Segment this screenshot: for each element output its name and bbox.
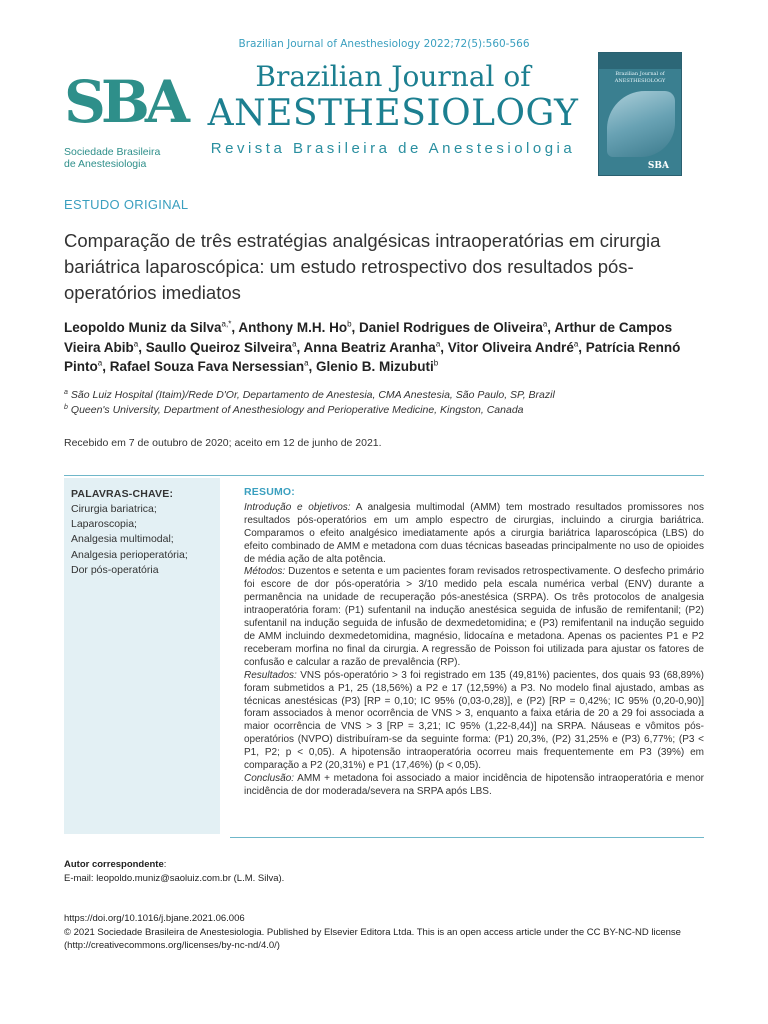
sba-logo [64, 66, 185, 174]
author[interactable]: Patrícia Rennó Pinto$^a$ [64, 339, 681, 374]
journal-title-line2: ANESTHESIOLOGY [207, 93, 579, 134]
journal-subtitle: Revista Brasileira de Anestesiologia [210, 140, 576, 157]
divider-bottom [230, 837, 704, 838]
cover-illustration [607, 91, 675, 157]
keyword-item: Dor pós-operatória [71, 563, 159, 576]
logo-letters: SBA [64, 68, 185, 136]
keywords-title: PALAVRAS-CHAVE: [71, 488, 174, 500]
journal-cover-thumbnail[interactable] [598, 52, 682, 176]
author[interactable]: Rafael Souza Fava Nersessian$^a$ [109, 358, 309, 374]
corresponding-email[interactable]: E-mail: leopoldo.muniz@saoluiz.com.br (L.M. Silva). [64, 873, 285, 884]
masthead [64, 58, 704, 182]
cover-top-band [599, 53, 681, 69]
abstract-methods: Métodos: Duzentos e setenta e um pacientes foram revisados retrospectivamente. O desfecho primário foi escore de dor pós-operatória > 3/10 medido pela escala numérica verbal (ENV) durante a permanência na unidade de recuperação pós-anestésica (SRPA). Os três protocolos de analgesia intraoperatória foram: (P1) sufentanil na indução anestésica seguida de infusão de remifentanil; (P2) sufentanil na indução seguida de infusão de dexmedetomidina; e (P3) remifentanil na indução seguido de AMM incluindo dexmedetomidina, magnésio, lidocaína e metadona. Apenas os pacientes P1 e P2 receberam morfina no final da cirurgia. A regressão de Poisson foi utilizada para ajustar os fatores de confusão e calcular a razão de prevalência (RP). [244, 566, 705, 668]
doi-link[interactable]: https://doi.org/10.1016/j.bjane.2021.06.006 [64, 913, 245, 924]
keyword-item: Cirurgia bariatrica; [71, 503, 157, 515]
cover-title [599, 71, 681, 85]
received-dates: Recebido em 7 de outubro de 2020; aceito em 12 de junho de 2021. [64, 437, 382, 449]
article-footer [64, 912, 714, 953]
affiliation-b: $^b$ Queen's University, Department of Anesthesiology and Perioperative Medicine, Kingston, Canada [64, 403, 524, 416]
author[interactable]: Leopoldo Muniz da Silva$^{a,*}$ [64, 319, 232, 335]
abstract-results: Resultados: VNS pós-operatório > 3 foi registrado em 135 (49,81%) pacientes, dos quais 93 (68,89%) foram submetidos a P1, 25 (18,56%) a P2 e 17 (12,59%) a P3. No modelo final ajustado, ambas as técnicas anestésicas (P3) [RP = 0,10; IC 95% (0,03-0,28)], e (P2) [RP = 0,42%; IC 95% (0,20-0,90)] foram associados à menor ocorrência de VNS > 3, enquanto a faixa etária de 20 a 29 foi associada a maior ocorrência de VNS > 3 [RP = 3,21; IC 95% (1,22-8,44)] na SRPA. Náuseas e vômitos pós-operatórios (NVPO) distribuíram-se da seguinte forma: (P1) 20,3%, (P2) 31,25% e (P3) 6,77%; (P3 < P1, P2; p < 0,05). A hipotensão intraoperatória ocorreu mais frequentemente em P3 (39%) em comparação a P2 (20,31%) e P1 (17,46%) (p < 0,05). [244, 669, 704, 772]
author[interactable]: Daniel Rodrigues de Oliveira$^a$ [359, 319, 548, 335]
author[interactable]: Arthur de Campos Vieira Abib$^a$ [64, 320, 673, 355]
author[interactable]: Anna Beatriz Aranha$^a$ [303, 339, 441, 355]
journal-title-line1: Brazilian Journal of [255, 60, 531, 93]
abstract-conclusion: Conclusão: AMM + metadona foi associado a maior incidência de hipotensão intraoperatória e menor incidência de dor moderada/severa na SRPA após LBS. [244, 772, 704, 797]
abstract-introduction: Introdução e objetivos: A analgesia multimodal (AMM) tem mostrado resultados promissores nos resultados pós-operatórios em um amplo espectro de cirurgias, incluindo a cirurgia bariátrica. Comparamos o efeito analgésico imediatamente após a cirurgia bariátrica laparoscópica (LBS) do efeito combinado de AMM e metadona com duas técnicas baseadas principalmente no uso de opioides de média ação de alta potência. [244, 501, 704, 565]
author[interactable]: Saullo Queiroz Silveira$^a$ [145, 339, 297, 355]
author[interactable]: Anthony M.H. Ho$^b$ [238, 319, 352, 335]
journal-citation: Brazilian Journal of Anesthesiology 2022;72(5):560-566 [238, 38, 530, 50]
copyright-notice: © 2021 Sociedade Brasileira de Anestesiologia. Published by Elsevier Editora Ltda. This is an open access article under the CC BY-NC-ND license [64, 926, 681, 938]
cover-title-line1: Brazilian Journal of [615, 71, 665, 77]
article-title: Comparação de três estratégias analgésicas intraoperatórias em cirurgia bariátrica laparoscópica: um estudo retrospectivo dos resultados pós-operatórios imediatos [64, 230, 661, 303]
corresponding-author-title: Autor correspondente [64, 859, 164, 870]
logo-sub-line1: Sociedade Brasileira [64, 146, 161, 158]
abstract-title: RESUMO: [244, 486, 295, 498]
license-link[interactable]: (http://creativecommons.org/licenses/by-nc-nd/4.0/) [64, 940, 280, 952]
logo-sub-line2: de Anestesiologia [64, 158, 147, 170]
affiliation-a: $^a$ São Luiz Hospital (Itaim)/Rede D'Or, Departamento de Anestesia, CMA Anestesia, São Paulo, SP, Brazil [64, 388, 555, 401]
journal-title [198, 60, 588, 157]
keyword-item: Analgesia multimodal; [71, 533, 174, 546]
author[interactable]: Vitor Oliveira André$^a$ [447, 339, 579, 355]
keywords-panel [64, 478, 220, 834]
corresponding-author: Autor correspondente: E-mail: leopoldo.muniz@saoluiz.com.br (L.M. Silva). [64, 859, 285, 884]
cover-title-line2: ANESTHESIOLOGY [614, 78, 666, 84]
abstract [244, 486, 704, 799]
divider-top [64, 475, 704, 476]
cover-logo: SBA [647, 161, 669, 171]
keyword-item: Laparoscopia; [71, 518, 137, 531]
author[interactable]: Glenio B. Mizubuti$^b$ [316, 358, 439, 374]
author-list: Leopoldo Muniz da Silva$^{a,*}$, Anthony M.H. Ho$^b$, Daniel Rodrigues de Oliveira$^a$, Arthur de Campos Vieira Abib$^a$, Saullo Queiroz Silveira$^a$, Anna Beatriz Aranha$^a$, Vitor Oliveira André$^a$, Patrícia Rennó Pinto$^a$, Rafael Souza Fava Nersessian$^a$, Glenio B. Mizubuti$^b$ [64, 319, 681, 374]
section-label: ESTUDO ORIGINAL [64, 197, 189, 212]
keyword-item: Analgesia perioperatória; [71, 548, 188, 561]
logo-subtitle [64, 146, 184, 170]
affiliations [64, 388, 704, 418]
